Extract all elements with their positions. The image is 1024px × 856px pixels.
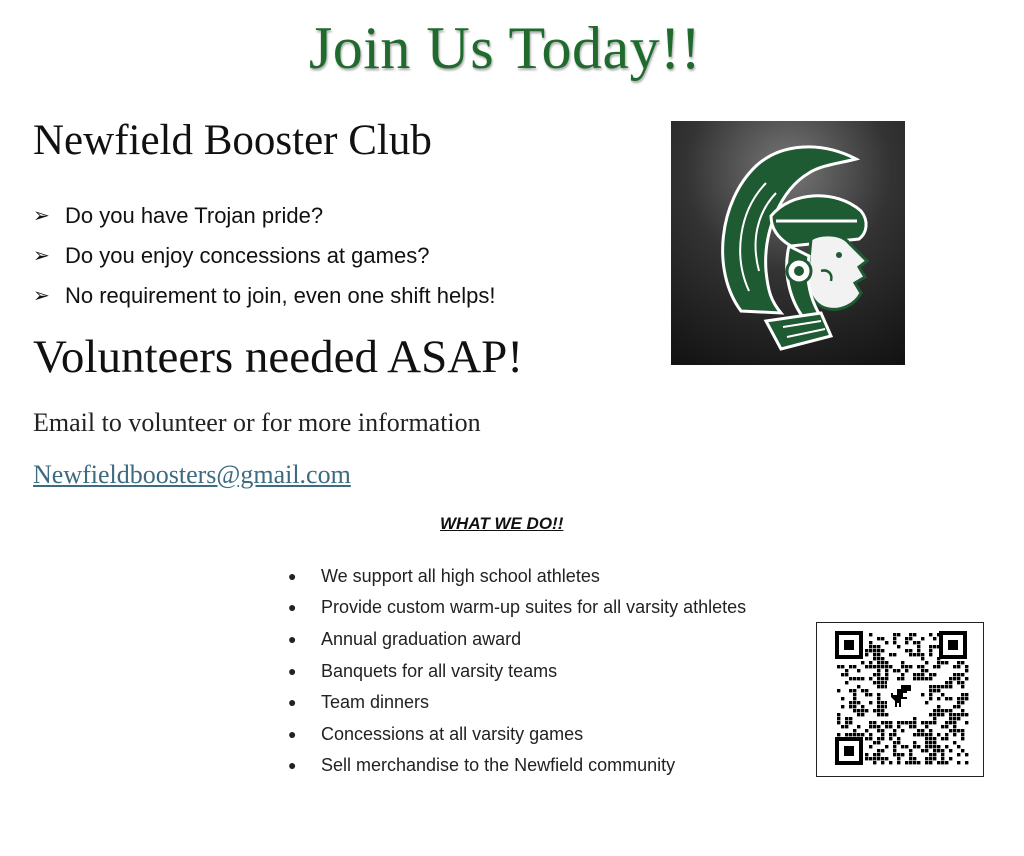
question-text: Do you have Trojan pride? [65,203,324,228]
volunteers-heading: Volunteers needed ASAP! [33,331,523,383]
email-link[interactable]: Newfieldboosters@gmail.com [33,460,351,489]
headline: Join Us Today!! [308,15,702,81]
qr-code-icon [817,623,983,776]
dot-bullet-icon: ● [288,757,297,774]
trojan-helmet-icon [671,121,905,365]
activity-text: We support all high school athletes [321,565,600,586]
activities-list [288,560,746,781]
question-item [33,196,495,236]
activity-text: Team dinners [321,692,430,713]
qr-code[interactable] [816,622,984,777]
arrowhead-bullet-icon: ➢ [33,245,50,267]
list-item [288,623,746,655]
dot-bullet-icon: ● [288,567,297,584]
trojan-logo [671,121,905,365]
activity-text: Concessions at all varsity games [321,723,584,744]
activity-text: Annual graduation award [321,628,522,649]
question-item [33,276,495,316]
dot-bullet-icon: ● [288,694,297,711]
question-text: No requirement to join, even one shift helps! [65,283,496,308]
email-prompt: Email to volunteer or for more information [33,408,481,437]
what-we-do-title: WHAT WE DO!! [440,514,564,533]
activity-text: Provide custom warm-up suites for all varsity athletes [321,597,747,618]
dot-bullet-icon: ● [288,599,297,616]
list-item [288,560,746,592]
question-item [33,236,495,276]
list-item [288,592,746,624]
list-item [288,655,746,687]
arrowhead-bullet-icon: ➢ [33,285,50,307]
dot-bullet-icon: ● [288,725,297,742]
question-list [33,196,495,316]
dot-bullet-icon: ● [288,630,297,647]
club-name-heading: Newfield Booster Club [33,117,432,164]
arrowhead-bullet-icon: ➢ [33,205,50,227]
activity-text: Sell merchandise to the Newfield community [321,755,676,776]
question-text: Do you enjoy concessions at games? [65,243,430,268]
activity-text: Banquets for all varsity teams [321,660,558,681]
list-item [288,686,746,718]
dot-bullet-icon: ● [288,662,297,679]
list-item [288,750,746,782]
list-item [288,718,746,750]
